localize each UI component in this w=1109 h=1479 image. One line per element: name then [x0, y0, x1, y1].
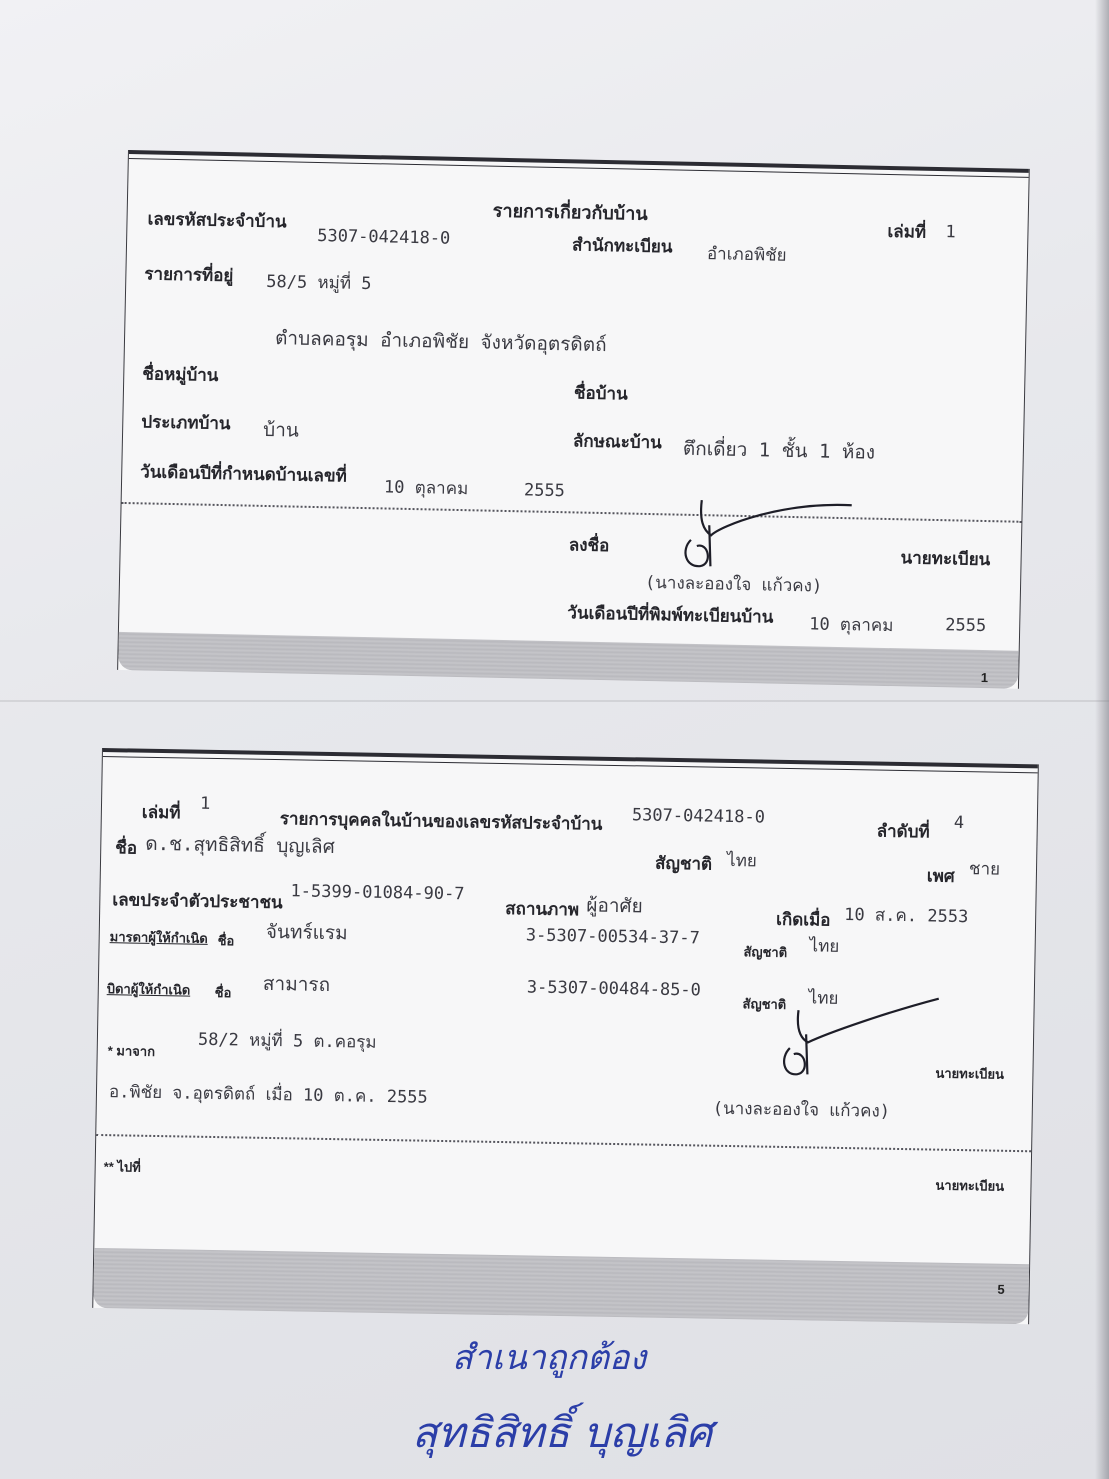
nationality-value: ไทย — [726, 850, 758, 872]
sex-value: ชาย — [968, 859, 1001, 880]
father-name-label: ชื่อ — [214, 985, 232, 1001]
number-assigned-label: วันเดือนปีที่กำหนดบ้านเลขที่ — [140, 462, 347, 486]
house-style-value: ตึกเดี่ยว 1 ชั้น 1 ห้อง — [682, 437, 876, 464]
mother-id-value: 3-5307-00534-37-7 — [525, 925, 700, 949]
name-label: ชื่อ — [115, 838, 138, 858]
village-name-label: ชื่อหมู่บ้าน — [142, 364, 219, 385]
registrar-name: (นางละอองใจ แก้วคง) — [712, 1098, 891, 1122]
printed-day-month: 10 ตุลาคม — [809, 614, 894, 637]
house-record-heading: รายการเกี่ยวกับบ้าน — [492, 200, 648, 224]
moved-to-label: ** ไปที่ — [103, 1159, 141, 1175]
sex-label: เพศ — [926, 866, 955, 886]
volume-label: เล่มที่ — [887, 221, 927, 242]
house-code-value: 5307-042418-0 — [631, 805, 766, 828]
handwritten-certified-copy: สำเนาถูกต้อง — [452, 1338, 647, 1378]
father-nationality-label: สัญชาติ — [742, 996, 787, 1012]
number-assigned-day-month: 10 ตุลาคม — [383, 477, 469, 500]
moved-from-line1: 58/2 หมู่ที่ 5 ต.คอรุม — [197, 1029, 377, 1053]
printed-label: วันเดือนปีที่พิมพ์ทะเบียนบ้าน — [567, 603, 774, 627]
mother-nationality-value: ไทย — [809, 936, 840, 957]
person-record-heading: รายการบุคคลในบ้านของเลขรหัสประจำบ้าน — [279, 809, 603, 834]
bottom-band — [118, 632, 1019, 689]
house-type-value: บ้าน — [262, 418, 300, 442]
born-label: เกิดเมื่อ — [775, 909, 831, 930]
moved-to-registrar-title: นายทะเบียน — [935, 1177, 1005, 1194]
status-label: สถานภาพ — [505, 899, 580, 920]
father-label: บิดาผู้ให้กำเนิด — [106, 981, 191, 998]
house-name-label: ชื่อบ้าน — [573, 383, 628, 404]
id-value: 1-5399-01084-90-7 — [290, 881, 465, 905]
father-name-value: สามารถ — [262, 972, 331, 997]
registrar-signature — [757, 992, 959, 1085]
father-id-value: 3-5307-00484-85-0 — [526, 977, 702, 1001]
printed-year: 2555 — [945, 615, 987, 637]
moved-from-label: * มาจาก — [107, 1043, 156, 1059]
house-record-card — [117, 150, 1030, 689]
name-value: ด.ช.สุทธิสิทธิ์ บุญเลิศ — [145, 832, 335, 859]
bottom-band — [93, 1248, 1029, 1324]
address-line2: ตำบลคอรุม อำเภอพิชัย จังหวัดอุตรดิตถ์ — [274, 327, 607, 357]
father-nationality-value: ไทย — [808, 988, 839, 1009]
mother-name-value: จันทร์แรม — [265, 920, 348, 945]
house-code-value: 5307-042418-0 — [317, 225, 451, 249]
born-value: 10 ส.ค. 2553 — [844, 904, 969, 928]
registry-office-label: สำนักทะเบียน — [571, 235, 673, 257]
handwritten-signature-name: สุทธิสิทธิ์ บุญเลิศ — [412, 1408, 713, 1457]
page-number: 5 — [997, 1281, 1005, 1297]
address-label: รายการที่อยู่ — [144, 264, 234, 286]
registrar-title: นายทะเบียน — [935, 1065, 1005, 1082]
volume-label: เล่มที่ — [141, 802, 181, 823]
dotted-separator — [96, 1134, 1031, 1152]
paper-fold — [0, 700, 1109, 702]
nationality-label: สัญชาติ — [654, 853, 713, 874]
registrar-signature — [660, 479, 862, 573]
number-assigned-year: 2555 — [523, 480, 566, 502]
house-code-label: เลขรหัสประจำบ้าน — [147, 209, 287, 232]
id-label: เลขประจำตัวประชาชน — [112, 890, 283, 913]
registrar-name: (นางละอองใจ แก้วคง) — [644, 572, 823, 597]
volume-value: 1 — [945, 222, 956, 243]
mother-label: มารดาผู้ให้กำเนิด — [109, 929, 208, 946]
volume-value: 1 — [199, 793, 211, 814]
mother-nationality-label: สัญชาติ — [743, 944, 788, 960]
registrar-title: นายทะเบียน — [900, 548, 991, 570]
person-record-card — [92, 748, 1039, 1324]
order-value: 4 — [953, 812, 965, 834]
house-style-label: ลักษณะบ้าน — [572, 431, 662, 453]
mother-name-label: ชื่อ — [217, 933, 235, 949]
registry-office-value: อำเภอพิชัย — [706, 244, 787, 266]
sign-label: ลงชื่อ — [568, 535, 610, 556]
page-number: 1 — [980, 669, 989, 686]
house-type-label: ประเภทบ้าน — [141, 412, 231, 434]
page-edge-shadow — [1095, 0, 1109, 1479]
status-value: ผู้อาศัย — [586, 894, 643, 918]
address-line1: 58/5 หมู่ที่ 5 — [266, 271, 372, 295]
order-label: ลำดับที่ — [876, 821, 930, 842]
dotted-separator — [122, 502, 1022, 523]
moved-from-line2: อ.พิชัย จ.อุตรดิตถ์ เมื่อ 10 ต.ค. 2555 — [108, 1082, 428, 1108]
